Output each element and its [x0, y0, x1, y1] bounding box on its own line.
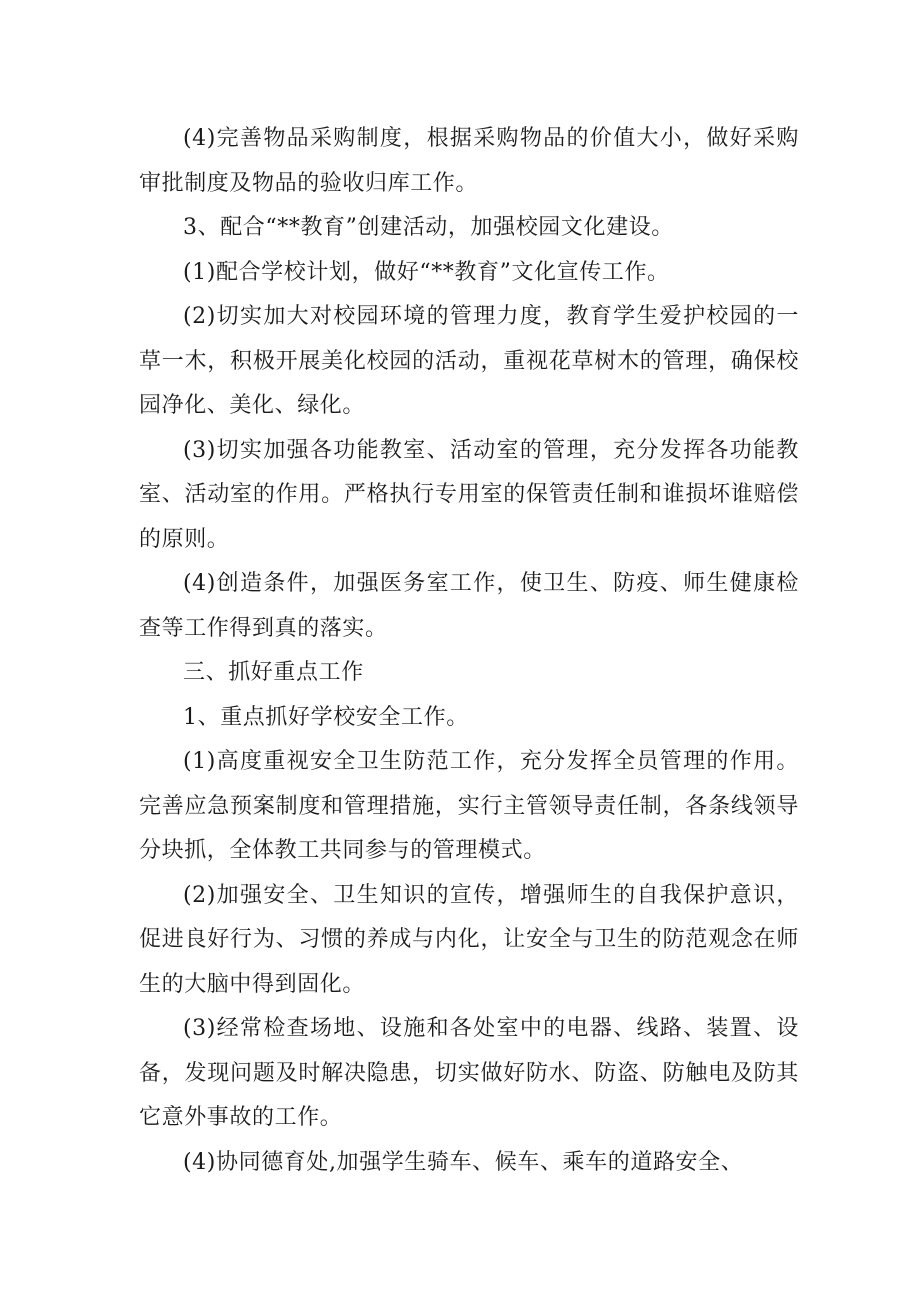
section-heading-key-work: 三、抓好重点工作 [183, 660, 364, 685]
paragraph-culture-2: (2)切实加大对校园环境的管理力度，教育学生爱护校园的一草一木，积极开展美化校园的活动，重视花草树木的管理，确保校园净化、美化、绿化。 [139, 304, 799, 418]
paragraph-safety-2: (2)加强安全、卫生知识的宣传，增强师生的自我保护意识，促进良好行为、习惯的养成与内化，让安全与卫生的防范观念在师生的大脑中得到固化。 [139, 882, 799, 997]
paragraph-culture-4: (4)创造条件，加强医务室工作，使卫生、防疫、师生健康检查等工作得到真的落实。 [139, 571, 799, 641]
paragraph-culture-3: (3)切实加强各功能教室、活动室的管理，充分发挥各功能教室、活动室的作用。严格执行专用室的保管责任制和谁损坏谁赔偿的原则。 [139, 437, 799, 552]
paragraph-safety-3: (3)经常检查场地、设施和各处室中的电器、线路、装置、设备，发现问题及时解决隐患，切实做好防水、防盗、防触电及防其它意外事故的工作。 [139, 1016, 799, 1130]
paragraph-procurement: (4)完善物品采购制度，根据采购物品的价值大小，做好采购审批制度及物品的验收归库工作。 [139, 126, 799, 196]
paragraph-culture-1: (1)配合学校计划，做好“**教育”文化宣传工作。 [183, 259, 670, 285]
document-body [139, 117, 799, 1185]
paragraph-safety-4: (4)协同德育处,加强学生骑车、候车、乘车的道路安全、 [183, 1149, 744, 1175]
paragraph-culture-heading: 3、配合“**教育”创建活动，加强校园文化建设。 [183, 215, 674, 240]
subsection-heading-safety: 1、重点抓好学校安全工作。 [183, 704, 469, 730]
paragraph-safety-1: (1)高度重视安全卫生防范工作，充分发挥全员管理的作用。完善应急预案制度和管理措施，实行主管领导责任制，各条线领导分块抓，全体教工共同参与的管理模式。 [139, 749, 799, 863]
